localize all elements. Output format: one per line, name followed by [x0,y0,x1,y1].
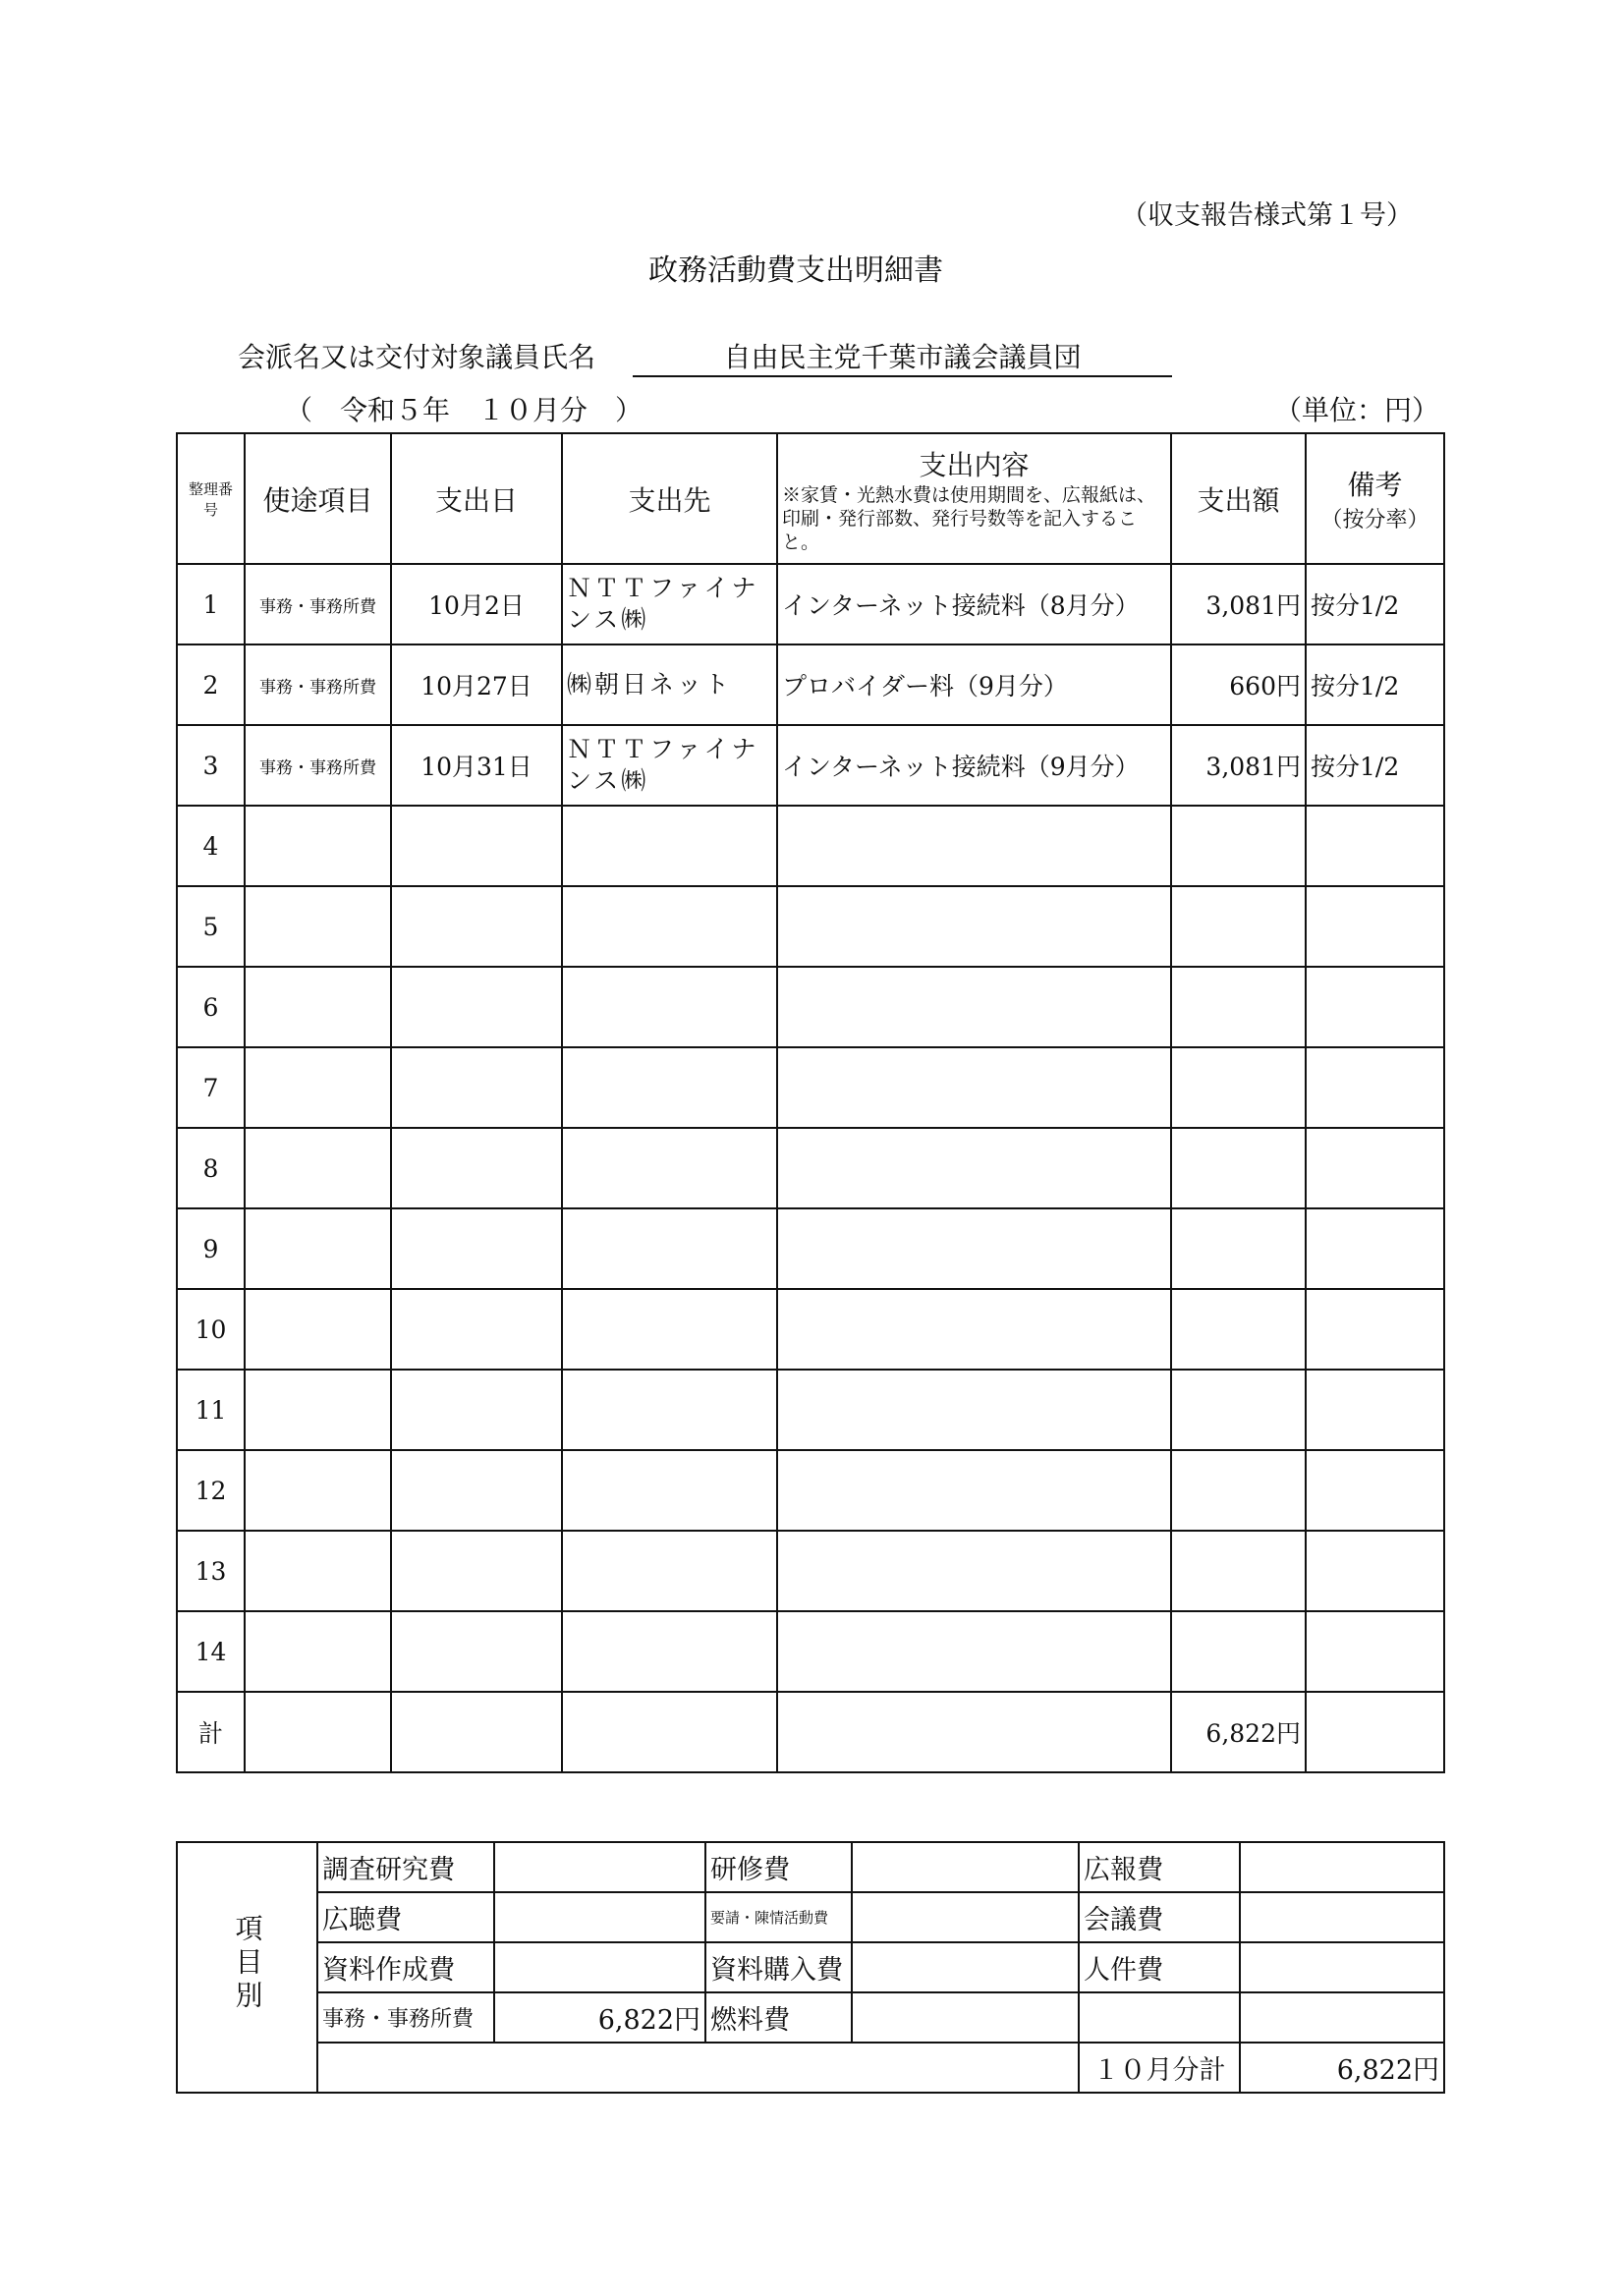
summary-item-value: 6,822円 [494,1992,705,2043]
summary-side-label-text: 項目別 [231,1914,264,2014]
cell-no: 1 [177,564,245,644]
empty-cell [562,1692,777,1772]
summary-item-value [852,1942,1079,1992]
summary-item-label: 要請・陳情活動費 [705,1892,852,1942]
summary-item-value [1240,1942,1444,1992]
period: （ 令和５年 １０月分 ） [285,394,644,426]
cell-remarks [1306,806,1444,886]
cell-no: 3 [177,725,245,806]
cell-amount [1171,1370,1306,1450]
cell-payee [562,1370,777,1450]
cell-payee: ＮＴＴファイナンス㈱ [562,564,777,644]
cell-remarks [1306,1289,1444,1370]
cell-no: 11 [177,1370,245,1450]
cell-category: 事務・事務所費 [245,725,391,806]
cell-amount: 3,081円 [1171,564,1306,644]
empty-cell [317,2043,1079,2093]
cell-amount [1171,886,1306,967]
table-row [177,1208,1444,1289]
summary-item-value [1240,1992,1444,2043]
summary-item-label: 事務・事務所費 [317,1992,494,2043]
cell-date [391,806,562,886]
header-content [777,433,1171,564]
header-content-title: 支出内容 [919,448,1030,481]
summary-item-value [852,1992,1079,2043]
cell-category [245,967,391,1047]
cell-remarks [1306,886,1444,967]
cell-date [391,1611,562,1692]
cell-amount [1171,1611,1306,1692]
empty-cell [245,1692,391,1772]
summary-item-value [494,1842,705,1892]
cell-remarks [1306,1370,1444,1450]
cell-remarks [1306,1450,1444,1531]
cell-date [391,1531,562,1611]
header-category: 使途項目 [245,433,391,564]
summary-row [177,1992,1444,2043]
cell-content: プロバイダー料（9月分） [777,644,1171,725]
summary-item-value [1240,1892,1444,1942]
cell-payee: ＮＴＴファイナンス㈱ [562,725,777,806]
cell-payee [562,1450,777,1531]
cell-date [391,1208,562,1289]
table-row [177,1047,1444,1128]
cell-remarks: 按分1/2 [1306,644,1444,725]
empty-cell [391,1692,562,1772]
summary-row [177,1942,1444,1992]
cell-no: 10 [177,1289,245,1370]
unit-label: （単位：円） [1274,394,1440,426]
cell-category [245,1289,391,1370]
cell-category: 事務・事務所費 [245,564,391,644]
total-amount: 6,822円 [1171,1692,1306,1772]
cell-content [777,1370,1171,1450]
cell-date: 10月31日 [391,725,562,806]
table-row [177,1289,1444,1370]
cell-content [777,886,1171,967]
cell-content [777,967,1171,1047]
cell-payee [562,1128,777,1208]
table-row [177,1128,1444,1208]
cell-payee [562,806,777,886]
header-no: 整理番号 [177,433,245,564]
cell-no: 5 [177,886,245,967]
cell-no: 2 [177,644,245,725]
cell-no: 14 [177,1611,245,1692]
cell-content: インターネット接続料（8月分） [777,564,1171,644]
summary-item-label: 広報費 [1079,1842,1240,1892]
header-amount: 支出額 [1171,433,1306,564]
cell-payee [562,1611,777,1692]
summary-item-label: 人件費 [1079,1942,1240,1992]
cell-no: 13 [177,1531,245,1611]
header-payee: 支出先 [562,433,777,564]
cell-amount [1171,1128,1306,1208]
table-row [177,1531,1444,1611]
cell-no: 6 [177,967,245,1047]
cell-payee [562,886,777,967]
header-content-note: ※家賃・光熱水費は使用期間を、広報紙は、印刷・発行部数、発行号数等を記入すること。 [782,483,1156,553]
cell-category [245,1208,391,1289]
cell-content [777,1531,1171,1611]
cell-date [391,1047,562,1128]
table-row [177,1611,1444,1692]
header-remarks [1306,433,1444,564]
summary-item-label [1079,1992,1240,2043]
summary-row [177,1842,1444,1892]
summary-row [177,1892,1444,1942]
header-remarks-title: 備考 [1347,469,1403,501]
cell-date: 10月2日 [391,564,562,644]
header-remarks-sub: （按分率） [1320,508,1429,532]
cell-content [777,1047,1171,1128]
cell-payee [562,1289,777,1370]
cell-remarks [1306,1208,1444,1289]
cell-remarks [1306,1611,1444,1692]
summary-item-value [852,1892,1079,1942]
cell-remarks: 按分1/2 [1306,725,1444,806]
cell-payee [562,967,777,1047]
table-header [177,433,1444,564]
cell-category [245,806,391,886]
summary-item-label: 資料購入費 [705,1942,852,1992]
cell-date [391,1450,562,1531]
cell-amount [1171,806,1306,886]
summary-item-label: 広聴費 [317,1892,494,1942]
summary-item-value [494,1942,705,1992]
cell-date [391,1128,562,1208]
cell-amount [1171,1450,1306,1531]
cell-amount [1171,1531,1306,1611]
summary-item-value [494,1892,705,1942]
cell-category [245,1611,391,1692]
cell-category [245,1128,391,1208]
cell-category [245,1370,391,1450]
cell-content [777,1289,1171,1370]
cell-no: 7 [177,1047,245,1128]
cell-remarks [1306,1047,1444,1128]
member-label: 会派名又は交付対象議員氏名 [238,341,596,373]
summary-item-label: 調査研究費 [317,1842,494,1892]
cell-no: 4 [177,806,245,886]
cell-category [245,886,391,967]
summary-item-label: 研修費 [705,1842,852,1892]
summary-item-value [1240,1842,1444,1892]
table-row [177,725,1444,806]
cell-amount [1171,1208,1306,1289]
member-name: 自由民主党千葉市議会議員団 [633,336,1172,377]
cell-date [391,1289,562,1370]
cell-amount: 660円 [1171,644,1306,725]
month-total-value: 6,822円 [1240,2043,1444,2093]
table-row [177,886,1444,967]
summary-side-label [177,1842,317,2093]
cell-no: 9 [177,1208,245,1289]
cell-content [777,1208,1171,1289]
cell-date: 10月27日 [391,644,562,725]
cell-category [245,1450,391,1531]
empty-cell [777,1692,1171,1772]
summary-total-row [177,2043,1444,2093]
table-row [177,1450,1444,1531]
expense-table [176,432,1445,1773]
empty-cell [1306,1692,1444,1772]
cell-category [245,1531,391,1611]
table-row [177,1370,1444,1450]
total-label: 計 [177,1692,245,1772]
cell-remarks [1306,967,1444,1047]
form-number: （収支報告様式第１号） [1121,200,1413,231]
summary-item-label: 会議費 [1079,1892,1240,1942]
cell-content [777,806,1171,886]
cell-amount: 3,081円 [1171,725,1306,806]
month-total-label: １０月分計 [1079,2043,1240,2093]
page-title: 政務活動費支出明細書 [648,253,943,288]
header-date: 支出日 [391,433,562,564]
cell-content [777,1450,1171,1531]
cell-no: 12 [177,1450,245,1531]
cell-date [391,1370,562,1450]
total-row [177,1692,1444,1772]
cell-category [245,1047,391,1128]
summary-item-value [852,1842,1079,1892]
cell-category: 事務・事務所費 [245,644,391,725]
cell-remarks [1306,1128,1444,1208]
cell-content [777,1128,1171,1208]
cell-no: 8 [177,1128,245,1208]
summary-table [176,1841,1445,2094]
cell-remarks [1306,1531,1444,1611]
cell-payee [562,1208,777,1289]
table-row [177,564,1444,644]
table-row [177,644,1444,725]
cell-content [777,1611,1171,1692]
summary-item-label: 燃料費 [705,1992,852,2043]
table-row [177,806,1444,886]
cell-date [391,886,562,967]
summary-item-label: 資料作成費 [317,1942,494,1992]
cell-amount [1171,1289,1306,1370]
table-row [177,967,1444,1047]
cell-date [391,967,562,1047]
cell-amount [1171,967,1306,1047]
cell-remarks: 按分1/2 [1306,564,1444,644]
cell-amount [1171,1047,1306,1128]
cell-payee [562,1047,777,1128]
cell-payee: ㈱朝日ネット [562,644,777,725]
cell-payee [562,1531,777,1611]
cell-content: インターネット接続料（9月分） [777,725,1171,806]
